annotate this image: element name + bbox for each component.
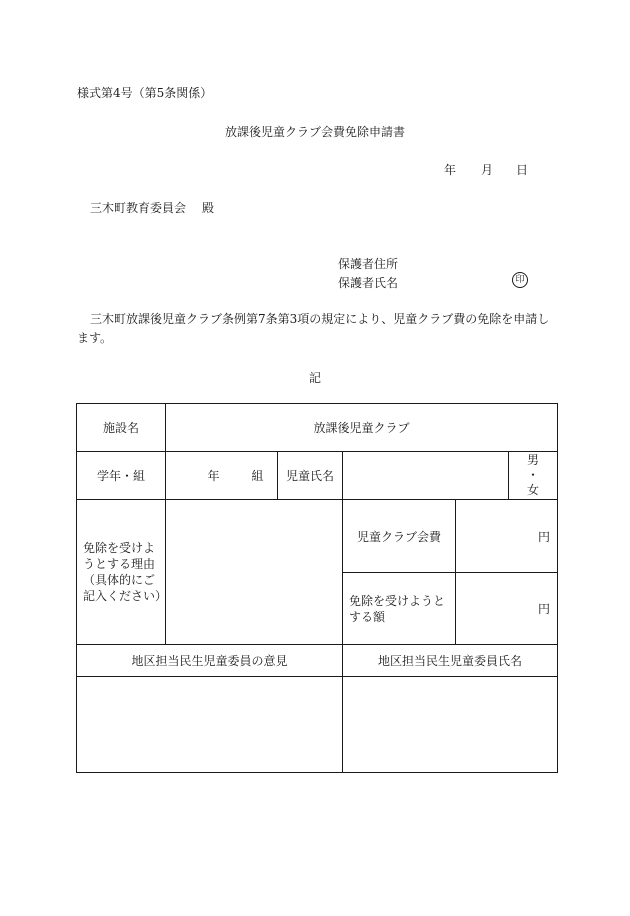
table-row-facility [77,404,558,452]
sex-field[interactable] [509,452,558,500]
addressee-name: 三木町教育委員会 [90,201,187,215]
commissioner-name-label: 地区担当民生児童委員氏名 [343,645,558,677]
addressee-honorific: 殿 [202,201,215,215]
reason-label: 免除を受けようとする理由（具体的にご記入ください） [77,500,166,645]
child-name-label: 児童氏名 [278,452,343,500]
date-year-label: 年 [444,163,457,177]
facility-value: 放課後児童クラブ [166,404,558,452]
table-row-commissioner-body [77,677,558,773]
table-row-grade [77,452,558,500]
table-row-commissioner-header [77,645,558,677]
facility-label: 施設名 [77,404,166,452]
sex-separator: ・ [527,468,540,482]
guardian-address-label: 保護者住所 [338,257,399,271]
document-title: 放課後児童クラブ会費免除申請書 [224,125,405,139]
grade-label: 学年・組 [77,452,166,500]
ki-heading: 記 [308,371,321,385]
commissioner-opinion-label: 地区担当民生児童委員の意見 [77,645,343,677]
child-name-field[interactable] [343,452,509,500]
sex-male: 男 [527,453,540,467]
seal-mark: 印 [512,272,528,288]
grade-class-field[interactable] [166,452,278,500]
exempt-amount-field[interactable]: 円 [456,573,558,645]
fee-label: 児童クラブ会費 [343,500,456,573]
date-day-label: 日 [516,163,529,177]
addressee [90,199,214,216]
application-table [76,403,558,773]
commissioner-opinion-field[interactable] [77,677,343,773]
reason-field[interactable] [166,500,343,645]
fee-field[interactable]: 円 [456,500,558,573]
commissioner-name-field[interactable] [343,677,558,773]
exempt-amount-label: 免除を受けようとする額 [343,573,456,645]
guardian-name-label: 保護者氏名 [338,276,399,290]
application-statement: 三木町放課後児童クラブ条例第7条第3項の規定により、児童クラブ費の免除を申請します。 [77,312,550,345]
date-month-label: 月 [481,163,494,177]
form-number: 様式第4号（第5条関係） [77,86,213,100]
grade-year-label: 年 [207,469,220,483]
grade-class-label: 組 [251,469,264,483]
table-row-fee [77,500,558,573]
sex-female: 女 [527,483,540,497]
